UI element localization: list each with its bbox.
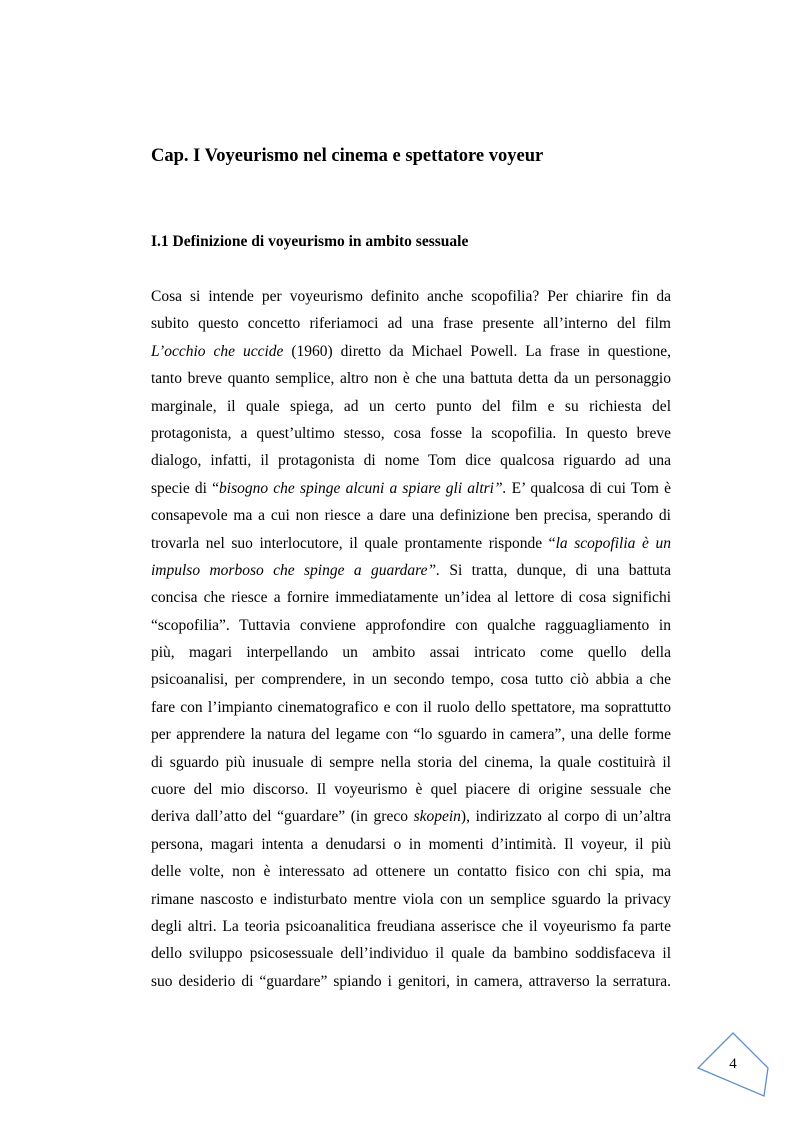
- paragraph-line: [151, 502, 671, 529]
- paragraph-line: [151, 886, 671, 913]
- text-run: più, magari interpellando un ambito assai intricato come quello della: [151, 644, 671, 662]
- paragraph-line: [151, 475, 671, 502]
- text-run: rimane nascosto e indisturbato mentre viola con un semplice sguardo la privacy: [151, 890, 671, 908]
- text-run: di sguardo più inusuale di sempre nella storia del cinema, la quale costituirà il: [151, 753, 671, 771]
- text-run: per apprendere la natura del legame con “lo sguardo in camera”, una delle forme: [151, 726, 671, 744]
- text-run: suo desiderio di “guardare” spiando i genitori, in camera, attraverso la serratura.: [151, 972, 671, 990]
- text-run: dialogo, infatti, il protagonista di nome Tom dice qualcosa riguardo ad una: [151, 452, 671, 470]
- paragraph-line: [151, 831, 671, 858]
- paragraph-line: [151, 639, 671, 666]
- paragraph-line: [151, 666, 671, 693]
- paragraph-line: [151, 530, 671, 557]
- text-run: “scopofilia”. Tuttavia conviene approfondire con qualche ragguagliamento in: [151, 616, 671, 634]
- italic-text: L’occhio che uccide: [151, 342, 284, 360]
- text-run: psicoanalisi, per comprendere, in un secondo tempo, cosa tutto ciò abbia a che: [151, 671, 671, 689]
- paragraph-line: [151, 447, 671, 474]
- section-title: I.1 Definizione di voyeurismo in ambito sessuale: [151, 233, 469, 250]
- text-run: E’ qualcosa di cui Tom è: [506, 479, 672, 497]
- text-run: specie di “: [151, 479, 220, 497]
- text-run: marginale, il quale spiega, ad un certo punto del film e su richiesta del: [151, 397, 671, 415]
- paragraph-line: [151, 338, 671, 365]
- paragraph-line: [151, 858, 671, 885]
- italic-text: la scopofilia è un: [555, 534, 672, 552]
- paragraph-line: [151, 803, 671, 830]
- text-run: delle volte, non è interessato ad ottenere un contatto fisico con chi spia, ma: [151, 863, 671, 881]
- text-run: (1960) diretto da Michael Powell. La frase in questione,: [283, 342, 671, 360]
- text-run: cuore del mio discorso. Il voyeurismo è quel piacere di origine sessuale che: [151, 781, 671, 799]
- paragraph-line: [151, 393, 671, 420]
- text-run: protagonista, a quest’ultimo stesso, cosa fosse la scopofilia. In questo breve: [151, 424, 671, 442]
- text-run: tanto breve quanto semplice, altro non è che una battuta detta da un personaggio: [151, 370, 671, 388]
- text-run: Si tratta, dunque, di una battuta: [439, 561, 671, 579]
- text-run: dello sviluppo psicosessuale dell’individuo il quale da bambino soddisfaceva il: [151, 945, 671, 963]
- paragraph-line: [151, 694, 671, 721]
- text-run: Cosa si intende per voyeurismo definito anche scopofilia? Per chiarire fin da: [151, 288, 671, 305]
- paragraph-line: [151, 283, 671, 310]
- text-run: subito questo concetto riferiamoci ad una frase presente all’interno del film: [151, 315, 671, 333]
- paragraph-line: [151, 612, 671, 639]
- paragraph-line: [151, 310, 671, 337]
- paragraph-line: [151, 749, 671, 776]
- text-run: ), indirizzato al corpo di un’altra: [460, 808, 671, 826]
- paragraph-line: [151, 940, 671, 967]
- text-run: trovarla nel suo interlocutore, il quale prontamente risponde “: [151, 534, 556, 552]
- text-run: deriva dall’atto del “guardare” (in greco: [151, 808, 414, 826]
- text-run: consapevole ma a cui non riesce a dare una definizione ben precisa, sperando di: [151, 507, 671, 525]
- text-run: fare con l’impianto cinematografico e con il ruolo dello spettatore, ma soprattutto: [151, 698, 671, 716]
- page-number-badge: [697, 1032, 767, 1102]
- paragraph-line: [151, 584, 671, 611]
- text-run: concisa che riesce a fornire immediatamente un’idea al lettore di cosa significhi: [151, 589, 671, 607]
- chapter-title: Cap. I Voyeurismo nel cinema e spettatore voyeur: [151, 146, 544, 166]
- page-number: 4: [729, 1056, 737, 1072]
- paragraph-line: [151, 776, 671, 803]
- paragraph-line: [151, 721, 671, 748]
- italic-text: skopein: [413, 808, 461, 826]
- italic-text: impulso morboso che spinge a guardare”.: [151, 561, 440, 579]
- paragraph-line: [151, 913, 671, 940]
- text-run: degli altri. La teoria psicoanalitica freudiana asserisce che il voyeurismo fa parte: [151, 917, 671, 935]
- paragraph-line: [151, 365, 671, 392]
- paragraph-line: [151, 420, 671, 447]
- text-run: persona, magari intenta a denudarsi o in momenti d’intimità. Il voyeur, il più: [151, 835, 671, 853]
- paragraph-line: [151, 557, 671, 584]
- body-paragraph: [151, 283, 671, 995]
- paragraph-line: [151, 968, 671, 995]
- italic-text: bisogno che spinge alcuni a spiare gli altri”.: [219, 479, 507, 497]
